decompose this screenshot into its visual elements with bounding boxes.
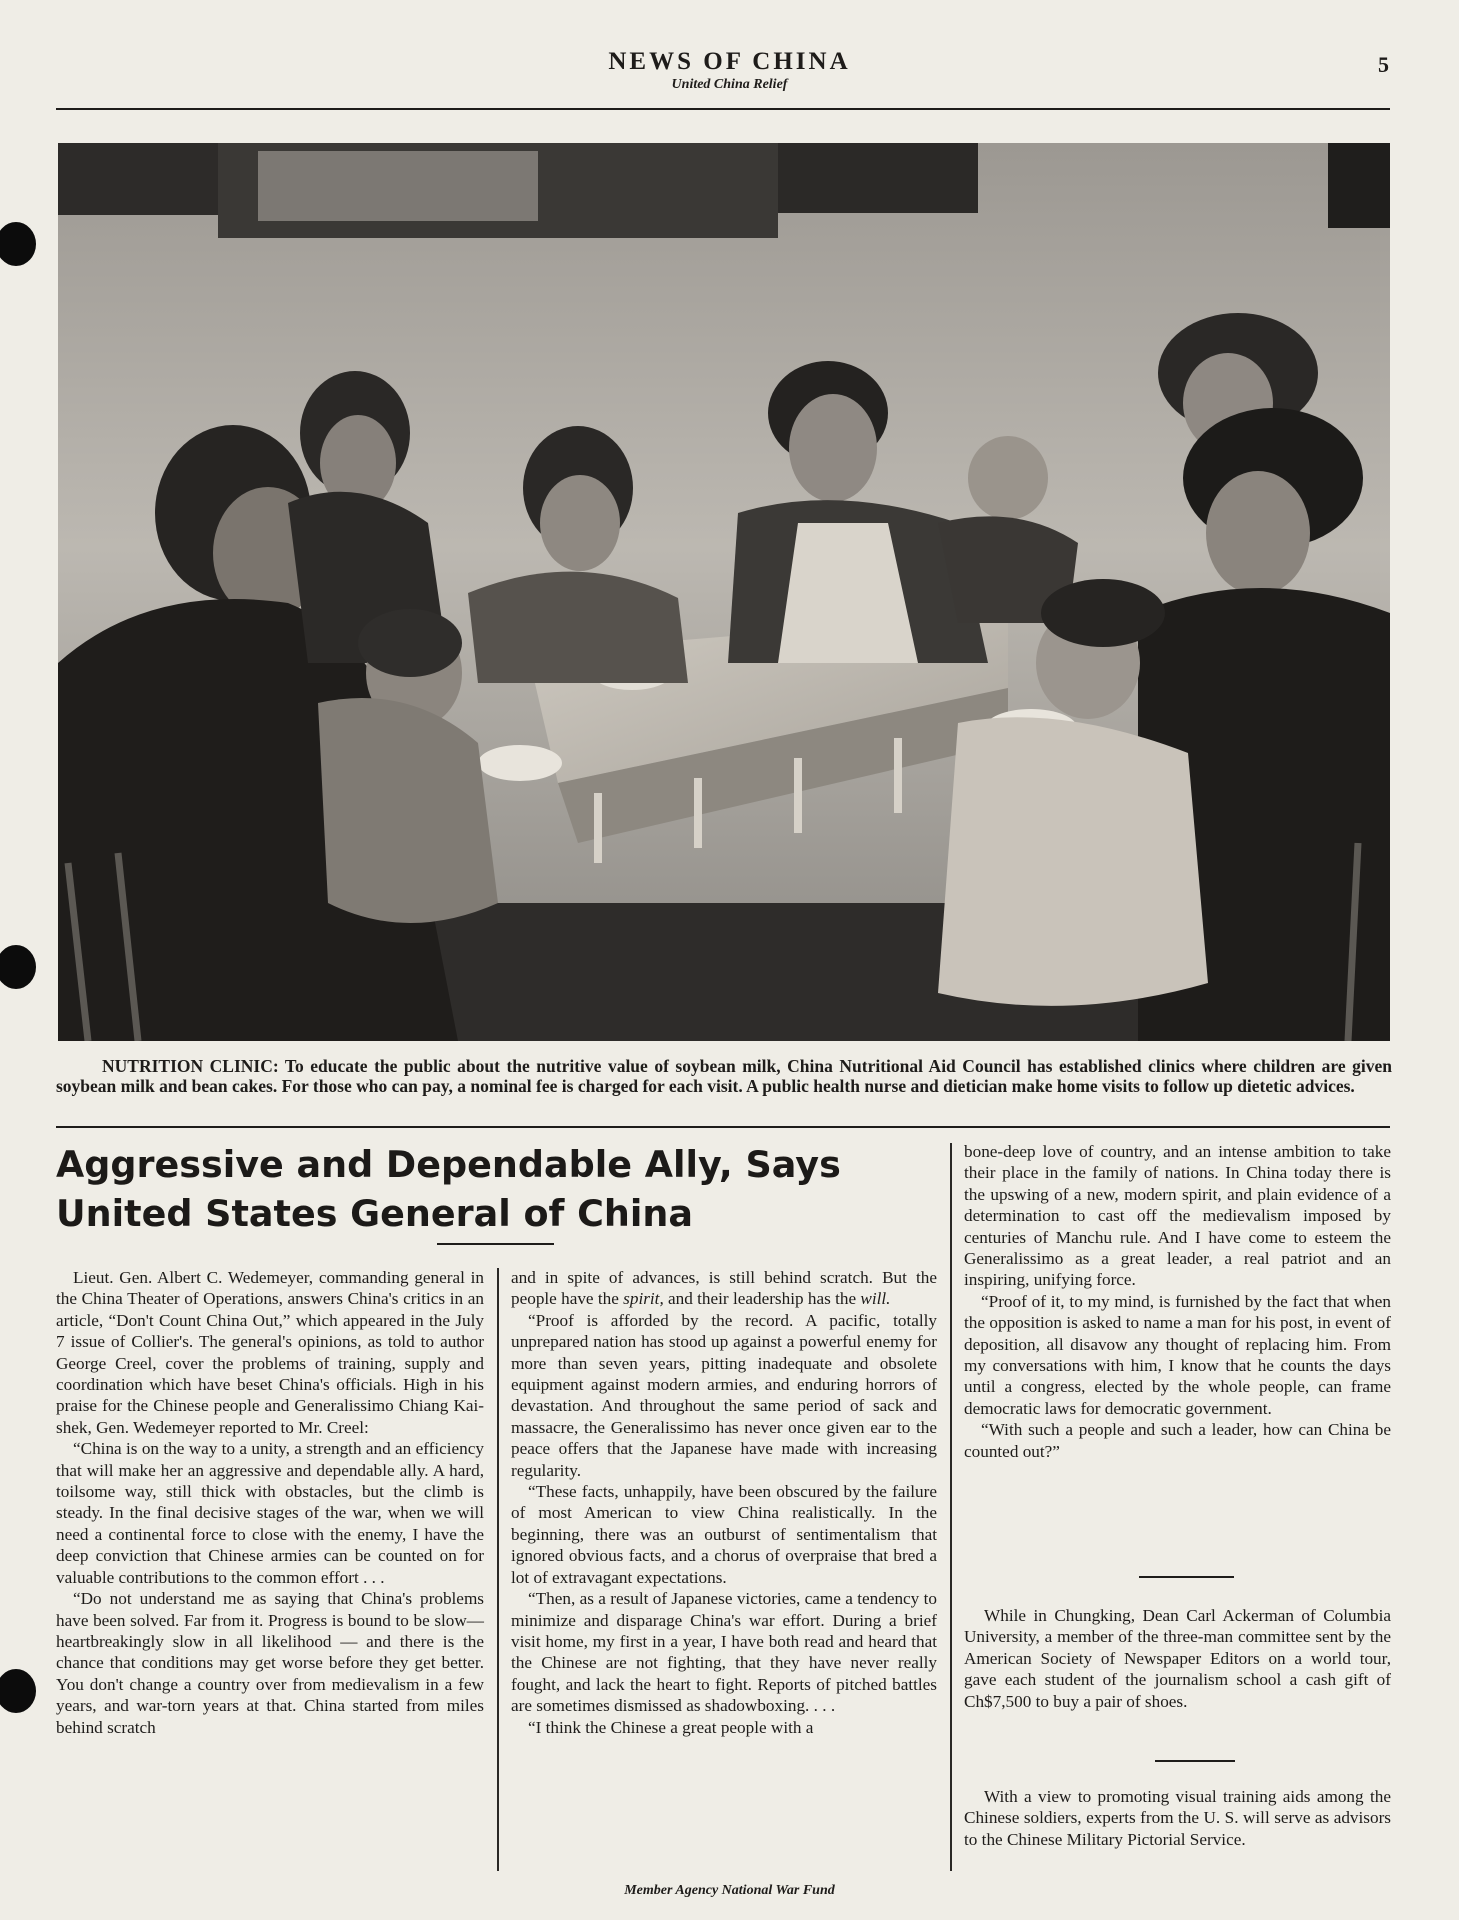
masthead [0,48,1459,94]
paragraph: “These facts, unhappily, have been obscured by the failure of most American to view China realistically. In the beginning, there was an outburst of sentimentalism that ignored obvious facts, and a chorus of overpraise that bred a lot of extravagant expectations. [511,1482,937,1587]
paragraph: “Do not understand me as saying that China's problems have been solved. Far from it. Progress is bound to be slow—heartbreakingly slow in all likelihood — and there is the chance that conditions may get worse before they get better. You don't change a country over from medievalism in a few years, and war-torn years at that. China started from miles behind scratch [56,1589,484,1737]
header-rule [56,108,1390,110]
column-separator [497,1268,499,1871]
paragraph: “China is on the way to a unity, a strength and an efficiency that will make her an aggressive and dependable ally. A hard, toilsome way, still thick with obstacles, but the climb is steady. In the final decisive stages of the war, when we will need a continental force to close with the enemy, I have the deep conviction that Chinese armies can be counted on for valuable contributions to the common effort . . . [56,1439,484,1587]
article-headline [56,1140,936,1238]
paragraph: “Then, as a result of Japanese victories, came a tendency to minimize and disparage China's war effort. During a brief visit home, my first in a year, I have both read and heard that the Chinese are not fighting, that they have never really fought, and lack the heart to fight. Reports of pitched battles are sometimes dismissed as shadowboxing. . . . [511,1589,937,1716]
brief-rule [1139,1576,1234,1578]
nutrition-clinic-photo [58,143,1390,1041]
punch-hole-middle [0,945,36,989]
punch-hole-bottom [0,1669,36,1713]
page-footer: Member Agency National War Fund [624,1883,835,1898]
article-column-3 [964,1141,1391,1462]
paragraph: “Proof of it, to my mind, is furnished by the fact that when the opposition is asked to name a man for his post, in event of deposition, all disavow any thought of replacing him. From my conversations with him, I know that he counts the days until a congress, elected by the whole people, can frame democratic laws for democratic government. [964,1291,1391,1418]
page-number: 5 [1378,52,1389,77]
column-separator [950,1143,952,1871]
paragraph: “Proof is afforded by the record. A pacific, totally unprepared nation has stood up against a powerful enemy for more than seven years, pitting inadequate and obsolete equipment against modern armies, and enduring horrors of devastation. And throughout the same period of sack and massacre, the Generalissimo has never once given ear to the peace offers that the Japanese have made with increasing regularity. [511,1310,937,1480]
paragraph: Lieut. Gen. Albert C. Wedemeyer, commanding general in the China Theater of Operations, answers China's critics in an article, “Don't Count China Out,” which appeared in the July 7 issue of Collier's. The general's opinions, as told to author George Creel, cover the problems of training, supply and coordination which have beset China's officials. High in his praise for the Chinese people and Generalissimo Chiang Kai-shek, Gen. Wedemeyer reported to Mr. Creel: [56,1268,484,1437]
photo-illustration [58,143,1390,1041]
publication-subtitle: United China Relief [671,77,788,92]
emphasis-spirit: spirit, [623,1289,664,1309]
photo-caption: NUTRITION CLINIC: To educate the public about the nutritive value of soybean milk, China Nutritional Aid Council has established clinics where children are given soybean milk and bean cakes. For those who can pay, a nominal fee is charged for each visit. A public health nurse and dietician make home visits to follow up dietetic advices. [56,1056,1392,1096]
punch-hole-top [0,222,36,266]
paragraph: “I think the Chinese a great people with a [528,1717,814,1737]
paragraph: While in Chungking, Dean Carl Ackerman of Columbia University, a member of the three-man committee sent by the American Society of Newspaper Editors on a world tour, gave each student of the journalism school a cash gift of Ch$7,500 to buy a pair of shoes. [964,1606,1391,1711]
paragraph: With a view to promoting visual training aids among the Chinese soldiers, experts from the U. S. will serve as advisors to the Chinese Military Pictorial Service. [964,1787,1391,1849]
article-column-1 [56,1267,484,1738]
emphasis-will: will. [860,1289,891,1309]
headline-line-1: Aggressive and Dependable Ally, Says [56,1143,841,1186]
article-column-2 [511,1267,937,1738]
paragraph-continued: bone-deep love of country, and an intense ambition to take their place in the family of nations. In China today there is the upswing of a new, modern spirit, and plain evidence of a determination to cast off the medievalism imposed by centuries of Manchu rule. And I have come to esteem the Generalissimo as a great leader, a real patriot and an inspiring, unifying force. [964,1142,1391,1290]
headline-rule [437,1243,554,1245]
news-brief-pictorial-service [964,1786,1391,1850]
news-brief-ackerman [964,1605,1391,1712]
paragraph: “With such a people and such a leader, how can China be counted out?” [964,1420,1391,1461]
publication-title: NEWS OF CHINA [608,48,851,75]
caption-rule [56,1126,1390,1128]
paragraph-continued: and in spite of advances, is still behind scratch. But the people have the spirit, and their leadership has the will. [511,1268,937,1309]
headline-line-2: United States General of China [56,1192,694,1235]
brief-rule [1155,1760,1235,1762]
